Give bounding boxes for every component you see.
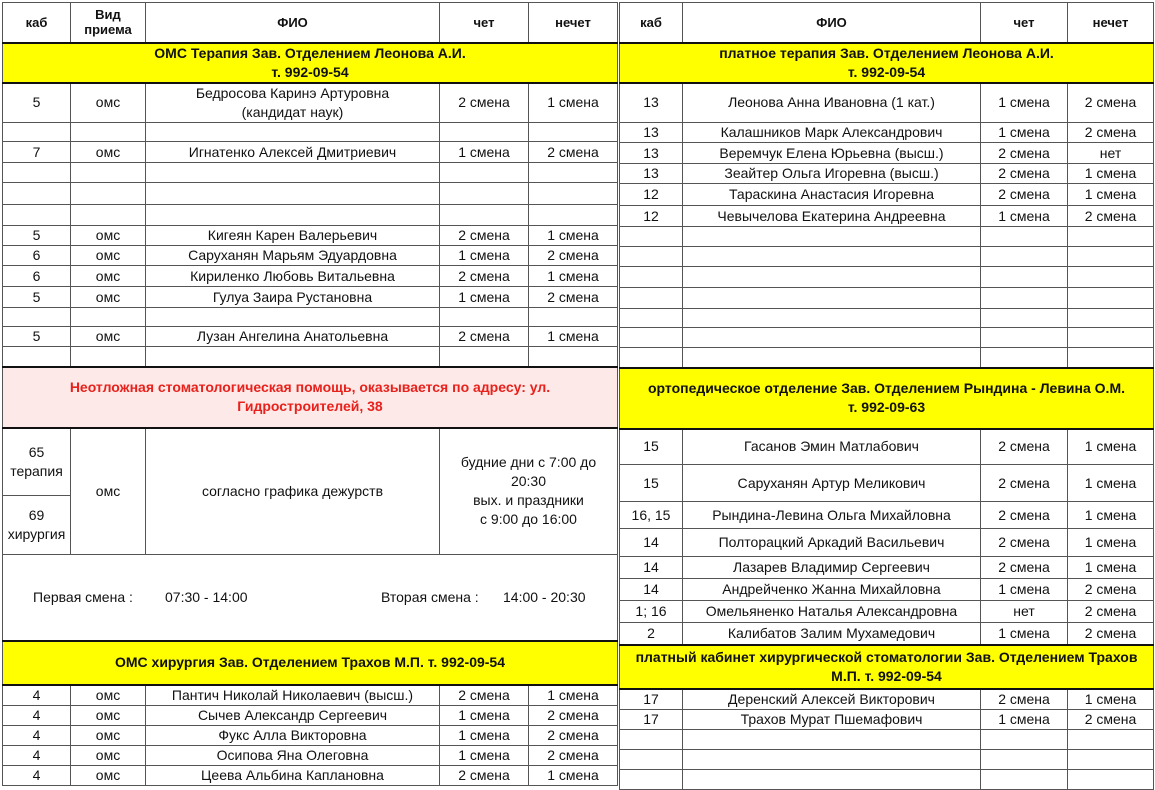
- fio-cell: Гулуа Заира Рустановна: [146, 287, 440, 308]
- ortho-title: ортопедическое отделение Зав. Отделением Рындина - Левина О.М. т. 992-09-63: [620, 368, 1154, 429]
- chet-cell: 1 смена: [440, 725, 529, 745]
- nechet-cell: 2 смена: [1068, 579, 1154, 601]
- fio-cell: Сычев Александр Сергеевич: [146, 705, 440, 725]
- table-row: [3, 327, 618, 347]
- nechet-cell: 1 смена: [529, 83, 618, 123]
- empty-cell: [1068, 267, 1154, 288]
- chet-cell: 2 смена: [981, 184, 1068, 206]
- fio-cell: Чевычелова Екатерина Андреевна: [683, 206, 981, 227]
- empty-cell: [683, 309, 981, 328]
- table-row: [3, 123, 618, 142]
- table-row: [3, 705, 618, 725]
- fio-cell: Кигеян Карен Валерьевич: [146, 226, 440, 246]
- fio-cell: Рындина-Левина Ольга Михайловна: [683, 502, 981, 529]
- table-row: [620, 288, 1154, 309]
- chet-cell: 2 смена: [440, 327, 529, 347]
- chet-cell: [440, 163, 529, 183]
- vid-cell: омс: [71, 685, 146, 706]
- chet-cell: 2 смена: [981, 143, 1068, 164]
- chet-cell: 2 смена: [981, 429, 1068, 465]
- fio-cell: Лазарев Владимир Сергеевич: [683, 557, 981, 579]
- emergency-fio: согласно графика дежурств: [146, 428, 440, 555]
- empty-cell: [620, 328, 683, 348]
- fio-cell: Зеайтер Ольга Игоревна (высш.): [683, 164, 981, 184]
- vid-cell: омс: [71, 226, 146, 246]
- empty-cell: [1068, 749, 1154, 769]
- empty-cell: [683, 769, 981, 789]
- empty-cell: [981, 247, 1068, 267]
- paid-therapy-rows: [620, 83, 1154, 368]
- chet-cell: 2 смена: [981, 689, 1068, 710]
- nechet-cell: 2 смена: [529, 705, 618, 725]
- kab-cell: [3, 347, 71, 367]
- nechet-cell: 1 смена: [1068, 164, 1154, 184]
- vid-cell: [71, 347, 146, 367]
- kab-cell: 14: [620, 579, 683, 601]
- vid-cell: [71, 308, 146, 327]
- chet-cell: [440, 205, 529, 226]
- table-row: [620, 348, 1154, 368]
- chet-cell: 1 смена: [440, 142, 529, 163]
- therapy-rows: [3, 83, 618, 367]
- fio-cell: Бедросова Каринэ Артуровна (кандидат наук): [146, 83, 440, 123]
- chet-cell: 1 смена: [440, 745, 529, 765]
- chet-cell: 1 смена: [981, 123, 1068, 143]
- nechet-cell: 1 смена: [1068, 184, 1154, 206]
- table-row: [3, 266, 618, 287]
- nechet-cell: [529, 183, 618, 205]
- table-row: [620, 143, 1154, 164]
- empty-cell: [620, 749, 683, 769]
- fio-cell: Саруханян Марьям Эдуардовна: [146, 246, 440, 266]
- kab-cell: 13: [620, 164, 683, 184]
- chet-cell: 2 смена: [981, 529, 1068, 557]
- paid-surgery-title: платный кабинет хирургической стоматологии Зав. Отделением Трахов М.П. т. 992-09-54: [620, 645, 1154, 689]
- kab-cell: 14: [620, 557, 683, 579]
- fio-cell: Цеева Альбина Каплановна: [146, 765, 440, 785]
- vid-cell: омс: [71, 725, 146, 745]
- empty-cell: [981, 729, 1068, 749]
- nechet-cell: 2 смена: [1068, 709, 1154, 729]
- nechet-cell: [529, 123, 618, 142]
- kab-cell: 5: [3, 287, 71, 308]
- table-row: [620, 729, 1154, 749]
- table-row: [3, 83, 618, 123]
- kab-cell: 13: [620, 83, 683, 123]
- kab-cell: 14: [620, 529, 683, 557]
- vid-cell: [71, 205, 146, 226]
- table-row: [3, 142, 618, 163]
- kab-cell: 15: [620, 429, 683, 465]
- paid-surgery-rows: [620, 689, 1154, 790]
- kab-cell: [3, 205, 71, 226]
- nechet-cell: 2 смена: [529, 745, 618, 765]
- vid-cell: [71, 163, 146, 183]
- chet-cell: 1 смена: [981, 579, 1068, 601]
- emergency-vid: омс: [71, 428, 146, 555]
- fio-cell: Тараскина Анастасия Игоревна: [683, 184, 981, 206]
- nechet-cell: [529, 308, 618, 327]
- kab-cell: 1; 16: [620, 601, 683, 623]
- header-nechet: нечет: [529, 3, 618, 43]
- nechet-cell: 2 смена: [1068, 601, 1154, 623]
- table-row: [620, 579, 1154, 601]
- empty-cell: [683, 749, 981, 769]
- empty-cell: [620, 309, 683, 328]
- empty-cell: [620, 227, 683, 247]
- empty-cell: [620, 348, 683, 368]
- empty-cell: [1068, 288, 1154, 309]
- kab-cell: 4: [3, 705, 71, 725]
- empty-cell: [981, 749, 1068, 769]
- table-row: [620, 557, 1154, 579]
- table-row: [620, 227, 1154, 247]
- chet-cell: 2 смена: [981, 557, 1068, 579]
- kab-cell: 6: [3, 246, 71, 266]
- nechet-cell: 2 смена: [529, 142, 618, 163]
- fio-cell: Веремчук Елена Юрьевна (высш.): [683, 143, 981, 164]
- chet-cell: [440, 347, 529, 367]
- fio-cell: Андрейченко Жанна Михайловна: [683, 579, 981, 601]
- kab-cell: 13: [620, 143, 683, 164]
- nechet-cell: 2 смена: [529, 725, 618, 745]
- surgery-rows: [3, 685, 618, 786]
- fio-cell: Фукс Алла Викторовна: [146, 725, 440, 745]
- empty-cell: [620, 769, 683, 789]
- fio-cell: Осипова Яна Олеговна: [146, 745, 440, 765]
- nechet-cell: 1 смена: [529, 327, 618, 347]
- chet-cell: 2 смена: [981, 164, 1068, 184]
- nechet-cell: [529, 205, 618, 226]
- empty-cell: [683, 267, 981, 288]
- chet-cell: 1 смена: [440, 705, 529, 725]
- empty-cell: [981, 328, 1068, 348]
- fio-cell: Калибатов Залим Мухамедович: [683, 623, 981, 645]
- table-row: [3, 287, 618, 308]
- fio-cell: [146, 205, 440, 226]
- fio-cell: Калашников Марк Александрович: [683, 123, 981, 143]
- nechet-cell: 2 смена: [1068, 83, 1154, 123]
- header-chet-right: чет: [981, 3, 1068, 43]
- kab-cell: 12: [620, 184, 683, 206]
- table-row: [620, 429, 1154, 465]
- nechet-cell: 1 смена: [1068, 689, 1154, 710]
- empty-cell: [1068, 328, 1154, 348]
- nechet-cell: 1 смена: [529, 685, 618, 706]
- empty-cell: [683, 328, 981, 348]
- chet-cell: 1 смена: [981, 83, 1068, 123]
- emergency-title: Неотложная стоматологическая помощь, оказывается по адресу: ул. Гидростроителей, 38: [3, 367, 618, 428]
- nechet-cell: нет: [1068, 143, 1154, 164]
- nechet-cell: 1 смена: [1068, 429, 1154, 465]
- header-nechet-right: нечет: [1068, 3, 1154, 43]
- header-chet: чет: [440, 3, 529, 43]
- nechet-cell: 2 смена: [1068, 123, 1154, 143]
- empty-cell: [620, 247, 683, 267]
- nechet-cell: 2 смена: [1068, 206, 1154, 227]
- empty-cell: [620, 729, 683, 749]
- table-row: [3, 725, 618, 745]
- table-row: [620, 689, 1154, 710]
- ortho-rows: [620, 429, 1154, 645]
- vid-cell: омс: [71, 246, 146, 266]
- vid-cell: омс: [71, 745, 146, 765]
- left-schedule-table: [2, 2, 618, 786]
- header-fio-right: ФИО: [683, 3, 981, 43]
- oms-surgery-title: ОМС хирургия Зав. Отделением Трахов М.П. т. 992-09-54: [3, 641, 618, 685]
- chet-cell: 1 смена: [981, 623, 1068, 645]
- table-row: [3, 765, 618, 785]
- kab-cell: 13: [620, 123, 683, 143]
- table-row: [620, 206, 1154, 227]
- fio-cell: Саруханян Артур Меликович: [683, 465, 981, 502]
- nechet-cell: [529, 347, 618, 367]
- kab-cell: 4: [3, 685, 71, 706]
- table-row: [620, 465, 1154, 502]
- right-schedule-table: [619, 2, 1154, 790]
- nechet-cell: 1 смена: [1068, 502, 1154, 529]
- table-row: [620, 529, 1154, 557]
- vid-cell: омс: [71, 142, 146, 163]
- table-row: [3, 183, 618, 205]
- table-row: [620, 709, 1154, 729]
- table-row: [620, 328, 1154, 348]
- table-row: [3, 347, 618, 367]
- table-row: [3, 745, 618, 765]
- nechet-cell: 1 смена: [1068, 465, 1154, 502]
- empty-cell: [683, 247, 981, 267]
- fio-cell: [146, 183, 440, 205]
- kab-cell: 5: [3, 327, 71, 347]
- fio-cell: Полторацкий Аркадий Васильевич: [683, 529, 981, 557]
- empty-cell: [1068, 348, 1154, 368]
- vid-cell: омс: [71, 266, 146, 287]
- emergency-hours: будние дни с 7:00 до 20:30 вых. и праздники с 9:00 до 16:00: [440, 428, 618, 555]
- nechet-cell: 1 смена: [529, 266, 618, 287]
- nechet-cell: 1 смена: [1068, 557, 1154, 579]
- vid-cell: омс: [71, 83, 146, 123]
- chet-cell: 2 смена: [440, 685, 529, 706]
- empty-cell: [683, 729, 981, 749]
- nechet-cell: 1 смена: [529, 226, 618, 246]
- empty-cell: [1068, 227, 1154, 247]
- kab-cell: 4: [3, 745, 71, 765]
- chet-cell: нет: [981, 601, 1068, 623]
- empty-cell: [683, 288, 981, 309]
- kab-cell: [3, 123, 71, 142]
- kab-cell: 15: [620, 465, 683, 502]
- chet-cell: 1 смена: [440, 246, 529, 266]
- kab-cell: 5: [3, 83, 71, 123]
- header-fio: ФИО: [146, 3, 440, 43]
- empty-cell: [981, 288, 1068, 309]
- kab-cell: [3, 308, 71, 327]
- table-row: [620, 309, 1154, 328]
- fio-cell: Леонова Анна Ивановна (1 кат.): [683, 83, 981, 123]
- table-row: [3, 226, 618, 246]
- table-row: [3, 163, 618, 183]
- empty-cell: [1068, 247, 1154, 267]
- kab-cell: 4: [3, 765, 71, 785]
- empty-cell: [1068, 729, 1154, 749]
- first-shift-time: 07:30 - 14:00: [165, 589, 248, 606]
- oms-therapy-title: ОМС Терапия Зав. Отделением Леонова А.И. т. 992-09-54: [3, 43, 618, 83]
- chet-cell: 2 смена: [440, 266, 529, 287]
- header-vid: Вид приема: [71, 3, 146, 43]
- table-row: [620, 623, 1154, 645]
- chet-cell: [440, 183, 529, 205]
- chet-cell: 2 смена: [981, 502, 1068, 529]
- vid-cell: омс: [71, 765, 146, 785]
- table-row: [620, 184, 1154, 206]
- table-row: [620, 749, 1154, 769]
- kab-cell: 6: [3, 266, 71, 287]
- nechet-cell: [529, 163, 618, 183]
- fio-cell: Игнатенко Алексей Дмитриевич: [146, 142, 440, 163]
- fio-cell: [146, 308, 440, 327]
- table-row: [3, 246, 618, 266]
- fio-cell: Трахов Мурат Пшемафович: [683, 709, 981, 729]
- second-shift-label: Вторая смена :: [381, 589, 479, 606]
- kab-cell: 2: [620, 623, 683, 645]
- table-row: [620, 164, 1154, 184]
- table-row: [3, 685, 618, 706]
- chet-cell: 1 смена: [981, 206, 1068, 227]
- vid-cell: омс: [71, 327, 146, 347]
- vid-cell: омс: [71, 705, 146, 725]
- empty-cell: [1068, 769, 1154, 789]
- empty-cell: [981, 309, 1068, 328]
- chet-cell: 2 смена: [981, 465, 1068, 502]
- vid-cell: омс: [71, 287, 146, 308]
- empty-cell: [981, 227, 1068, 247]
- shift-times: [3, 555, 618, 641]
- empty-cell: [683, 348, 981, 368]
- table-row: [620, 502, 1154, 529]
- chet-cell: 2 смена: [440, 83, 529, 123]
- chet-cell: [440, 308, 529, 327]
- empty-cell: [1068, 309, 1154, 328]
- vid-cell: [71, 123, 146, 142]
- fio-cell: Деренский Алексей Викторович: [683, 689, 981, 710]
- empty-cell: [981, 267, 1068, 288]
- fio-cell: [146, 347, 440, 367]
- paid-therapy-title: платное терапия Зав. Отделением Леонова А.И. т. 992-09-54: [620, 43, 1154, 83]
- table-row: [3, 205, 618, 226]
- table-row: [3, 308, 618, 327]
- table-row: [620, 769, 1154, 789]
- fio-cell: Лузан Ангелина Анатольевна: [146, 327, 440, 347]
- nechet-cell: 1 смена: [529, 765, 618, 785]
- chet-cell: 1 смена: [981, 709, 1068, 729]
- header-kab: каб: [3, 3, 71, 43]
- table-row: [620, 601, 1154, 623]
- fio-cell: Кириленко Любовь Витальевна: [146, 266, 440, 287]
- kab-cell: 7: [3, 142, 71, 163]
- emergency-kab-surgery: 69 хирургия: [3, 496, 71, 555]
- vid-cell: [71, 183, 146, 205]
- emergency-kab-therapy: 65 терапия: [3, 428, 71, 496]
- first-shift-label: Первая смена :: [33, 589, 133, 606]
- nechet-cell: 2 смена: [529, 287, 618, 308]
- empty-cell: [683, 227, 981, 247]
- table-row: [620, 123, 1154, 143]
- table-row: [620, 83, 1154, 123]
- empty-cell: [981, 769, 1068, 789]
- header-kab-right: каб: [620, 3, 683, 43]
- kab-cell: [3, 183, 71, 205]
- nechet-cell: 1 смена: [1068, 529, 1154, 557]
- fio-cell: Гасанов Эмин Матлабович: [683, 429, 981, 465]
- table-row: [620, 267, 1154, 288]
- kab-cell: 12: [620, 206, 683, 227]
- fio-cell: [146, 163, 440, 183]
- fio-cell: [146, 123, 440, 142]
- second-shift-time: 14:00 - 20:30: [503, 589, 586, 606]
- nechet-cell: 2 смена: [529, 246, 618, 266]
- chet-cell: 2 смена: [440, 226, 529, 246]
- kab-cell: 16, 15: [620, 502, 683, 529]
- fio-cell: Омельяненко Наталья Александровна: [683, 601, 981, 623]
- kab-cell: 17: [620, 689, 683, 710]
- kab-cell: 17: [620, 709, 683, 729]
- kab-cell: 5: [3, 226, 71, 246]
- nechet-cell: 2 смена: [1068, 623, 1154, 645]
- empty-cell: [981, 348, 1068, 368]
- chet-cell: 2 смена: [440, 765, 529, 785]
- fio-cell: Пантич Николай Николаевич (высш.): [146, 685, 440, 706]
- empty-cell: [620, 288, 683, 309]
- chet-cell: [440, 123, 529, 142]
- chet-cell: 1 смена: [440, 287, 529, 308]
- table-row: [620, 247, 1154, 267]
- kab-cell: [3, 163, 71, 183]
- empty-cell: [620, 267, 683, 288]
- kab-cell: 4: [3, 725, 71, 745]
